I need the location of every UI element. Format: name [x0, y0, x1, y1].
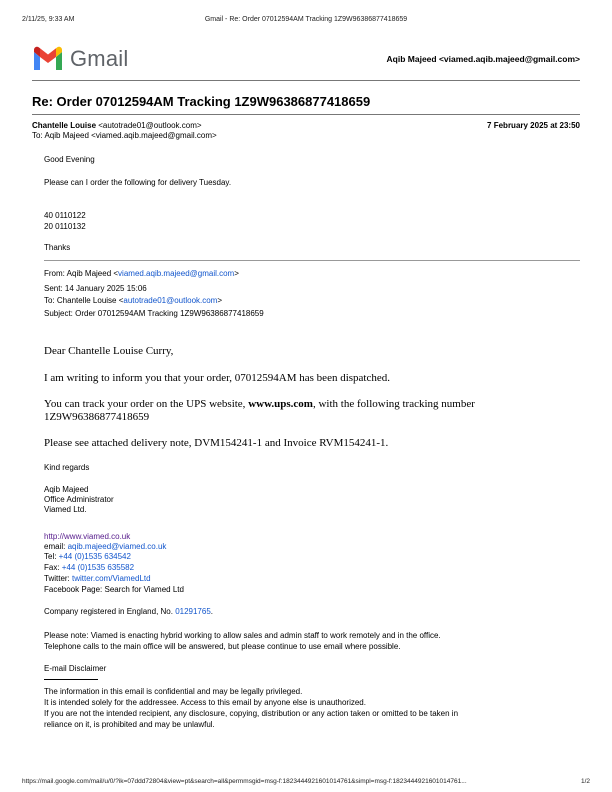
- quoted-to: [44, 296, 222, 305]
- ups-link[interactable]: www.ups.com: [248, 398, 313, 410]
- quoted-to-email-link[interactable]: autotrade01@outlook.com: [123, 296, 218, 305]
- subject-divider: [32, 114, 580, 115]
- reply-line-1: 40 0110122: [44, 211, 86, 220]
- reply-line-2: 20 0110132: [44, 222, 86, 231]
- signature-twitter: [44, 574, 151, 583]
- disclaimer-line-2: It is intended solely for the addressee. Access to this email by anyone else is unauthorized.: [44, 698, 366, 707]
- quoted-sent: Sent: 14 January 2025 15:06: [44, 284, 147, 293]
- footer-url: https://mail.google.com/mail/u/0/?ik=07ddd72804&view=pt&search=all&permmsgid=msg-f:1823444921601014761&simpl=msg-f:1823444921601014761...: [22, 778, 467, 785]
- signature-email-link[interactable]: aqib.majeed@viamed.co.uk: [67, 542, 167, 551]
- signature-name: Aqib Majeed: [44, 485, 89, 494]
- twitter-label: Twitter:: [44, 574, 73, 583]
- company-number-link[interactable]: 01291765: [175, 607, 211, 616]
- print-title: Gmail - Re: Order 07012594AM Tracking 1Z9W96386877418659: [204, 16, 408, 23]
- signature-facebook: Facebook Page: Search for Viamed Ltd: [44, 585, 184, 594]
- signature-email: [44, 542, 166, 551]
- disclaimer-rule: [44, 679, 98, 680]
- print-header: [22, 16, 590, 26]
- disclaimer-title: E-mail Disclaimer: [44, 664, 107, 673]
- sender-address: <autotrade01@outlook.com>: [98, 121, 202, 130]
- quoted-to-suffix: >: [217, 296, 223, 305]
- email-subject: Re: Order 07012594AM Tracking 1Z9W96386877418659: [32, 94, 371, 109]
- fax-label: Fax:: [44, 563, 62, 572]
- website-link[interactable]: http://www.viamed.co.uk: [44, 532, 131, 541]
- print-datetime: 2/11/25, 9:33 AM: [22, 16, 75, 23]
- reply-greeting: Good Evening: [44, 155, 95, 164]
- gmail-m-icon: [32, 46, 64, 70]
- signature-fax: [44, 563, 134, 572]
- quoted-from-email-link[interactable]: viamed.aqib.majeed@gmail.com: [118, 269, 235, 278]
- quoted-from: [44, 269, 239, 278]
- quoted-from-suffix: >: [234, 269, 239, 278]
- disclaimer-line-1: The information in this email is confidential and may be legally privileged.: [44, 687, 303, 696]
- signature-company: Viamed Ltd.: [44, 505, 87, 514]
- reply-request: Please can I order the following for delivery Tuesday.: [44, 178, 232, 187]
- company-registration: [44, 607, 213, 616]
- quoted-to-prefix: To: Chantelle Louise <: [44, 296, 124, 305]
- email-date: 7 February 2025 at 23:50: [487, 121, 580, 130]
- signature-tel: [44, 552, 131, 561]
- reply-thanks: Thanks: [44, 243, 71, 252]
- page-number: 1/2: [580, 778, 590, 785]
- quoted-paragraph-2: [44, 398, 475, 410]
- sender-name: Chantelle Louise: [32, 121, 97, 130]
- tracking-number: 1Z9W96386877418659: [44, 411, 150, 423]
- account-label: Aqib Majeed <viamed.aqib.majeed@gmail.com>: [386, 54, 580, 64]
- email-from: [32, 121, 202, 130]
- signature-title: Office Administrator: [44, 495, 114, 504]
- quoted-paragraph-3: Please see attached delivery note, DVM154241-1 and Invoice RVM154241-1.: [44, 437, 389, 449]
- tel-link[interactable]: +44 (0)1535 634542: [58, 552, 131, 561]
- email-label: email:: [44, 542, 68, 551]
- fax-link[interactable]: +44 (0)1535 635582: [61, 563, 135, 572]
- quote-divider: [44, 260, 580, 261]
- quoted-p2-text-a: You can track your order on the UPS website,: [44, 398, 249, 410]
- company-reg-dot: .: [210, 607, 214, 616]
- disclaimer-line-3: If you are not the intended recipient, any disclosure, copying, distribution or any action taken or omitted to be taken in: [44, 709, 459, 718]
- quoted-dear: Dear Chantelle Louise Curry,: [44, 345, 174, 357]
- quoted-subject: Subject: Order 07012594AM Tracking 1Z9W96386877418659: [44, 309, 264, 318]
- gmail-wordmark: Gmail: [70, 46, 129, 71]
- note-line-1: Please note: Viamed is enacting hybrid working to allow sales and admin staff to work remotely and in the office.: [44, 631, 441, 640]
- kind-regards: Kind regards: [44, 463, 90, 472]
- header-divider: [32, 80, 580, 81]
- tel-label: Tel:: [44, 552, 59, 561]
- twitter-link[interactable]: twitter.com/ViamedLtd: [72, 574, 151, 583]
- email-to: To: Aqib Majeed <viamed.aqib.majeed@gmail.com>: [32, 131, 217, 140]
- quoted-p2-text-b: , with the following tracking number: [312, 398, 475, 410]
- quoted-paragraph-1: I am writing to inform you that your order, 07012594AM has been dispatched.: [44, 372, 390, 384]
- gmail-logo: [32, 44, 142, 72]
- company-reg-text: Company registered in England, No.: [44, 607, 176, 616]
- note-line-2: Telephone calls to the main office will be answered, but please continue to use email where possible.: [44, 642, 401, 651]
- disclaimer-line-4: reliance on it, is prohibited and may be unlawful.: [44, 720, 215, 729]
- quoted-from-prefix: From: Aqib Majeed <: [44, 269, 119, 278]
